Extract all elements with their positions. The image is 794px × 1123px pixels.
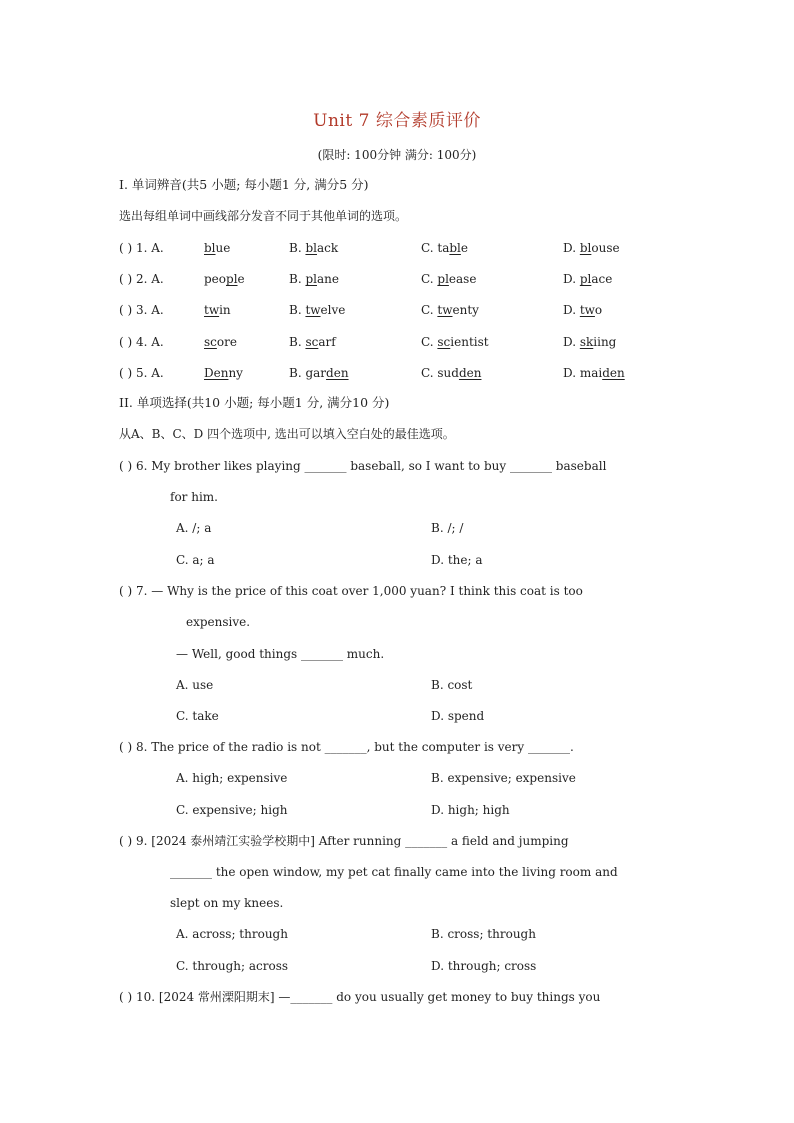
q5-option-c (421, 365, 481, 381)
q3-option-b (289, 302, 345, 318)
option-text: D. mai (563, 366, 603, 380)
underlined-letters: sc (437, 335, 451, 349)
q6-option-a: A. /; a (176, 521, 212, 535)
option-text: ouse (591, 241, 620, 255)
q9-stem-line1: ( ) 9. [2024 泰州靖江实验学校期中] After running _______ a field and jumping (119, 834, 569, 848)
option-text: elve (320, 303, 346, 317)
q8-stem-line1: ( ) 8. The price of the radio is not _______, but the computer is very _______. (119, 740, 574, 754)
option-text: peo (204, 272, 227, 286)
underlined-letters: tw (579, 303, 595, 317)
q7-stem-line2: expensive. (186, 615, 251, 629)
section1-instruction: 选出每组单词中画线部分发音不同于其他单词的选项。 (119, 209, 408, 223)
q6-stem-line2: for him. (170, 490, 218, 504)
underlined-letters: tw (437, 303, 453, 317)
underlined-letters: pl (579, 272, 592, 286)
q6-stem-line1: ( ) 6. My brother likes playing _______ baseball, so I want to buy _______ baseball (119, 459, 607, 473)
q4-option-c (421, 334, 489, 350)
q4-option-a (204, 334, 237, 350)
option-text: B. gar (289, 366, 327, 380)
q7-option-d: D. spend (431, 709, 485, 723)
q9-option-c: C. through; across (176, 959, 289, 973)
underlined-letters: sk (579, 335, 594, 349)
q5-option-d (563, 365, 625, 381)
option-text: C. ta (421, 241, 450, 255)
option-text: ore (216, 335, 237, 349)
option-text: D. (563, 272, 580, 286)
q10-stem-line1: ( ) 10. [2024 常州溧阳期末] —_______ do you usually get money to buy things you (119, 990, 601, 1004)
option-text: e (460, 241, 468, 255)
q6-option-d: D. the; a (431, 553, 483, 567)
underlined-letters: tw (204, 303, 220, 317)
q1-option-c (421, 240, 468, 256)
q8-option-a: A. high; expensive (176, 771, 288, 785)
option-text: ane (316, 272, 339, 286)
option-text: B. (289, 303, 306, 317)
q2-option-c (421, 271, 476, 287)
q1-option-b (289, 240, 338, 256)
page-title: Unit 7 综合素质评价 (313, 111, 481, 131)
q9-stem-line2: _______ the open window, my pet cat finally came into the living room and (170, 865, 618, 879)
option-text: B. (289, 335, 306, 349)
q1-option-d (563, 240, 620, 256)
option-text: ease (448, 272, 477, 286)
q5-option-b (289, 365, 349, 381)
underlined-letters: sc (305, 335, 319, 349)
q9-option-d: D. through; cross (431, 959, 537, 973)
q7-stem-line3: — Well, good things _______ much. (176, 647, 385, 661)
q7-option-c: C. take (176, 709, 219, 723)
q3-option-a (204, 302, 231, 318)
q4-option-d (563, 334, 616, 350)
underlined-letters: Den (204, 366, 229, 380)
option-text: C. (421, 303, 438, 317)
q7-option-a: A. use (176, 678, 214, 692)
q7-option-b: B. cost (431, 678, 473, 692)
q3-option-c (421, 302, 479, 318)
option-text: enty (452, 303, 479, 317)
option-text: ack (316, 241, 339, 255)
underlined-letters: den (326, 366, 349, 380)
option-text: ientist (450, 335, 489, 349)
q5-option-a (204, 365, 243, 381)
underlined-letters: bl (204, 241, 216, 255)
q3-number: ( ) 3. A. (119, 303, 164, 317)
option-text: in (219, 303, 231, 317)
option-text: o (594, 303, 603, 317)
q2-option-a (204, 271, 245, 287)
underlined-letters: pl (305, 272, 317, 286)
q7-stem-line1: ( ) 7. — Why is the price of this coat over 1,000 yuan? I think this coat is too (119, 584, 583, 598)
option-text: iing (593, 335, 617, 349)
underlined-letters: bl (305, 241, 317, 255)
underlined-letters: den (602, 366, 625, 380)
option-text: e (237, 272, 245, 286)
option-text: D. (563, 241, 580, 255)
underlined-letters: bl (579, 241, 592, 255)
option-text: B. (289, 272, 306, 286)
q8-option-d: D. high; high (431, 803, 510, 817)
option-text: ace (591, 272, 613, 286)
q8-option-c: C. expensive; high (176, 803, 288, 817)
underlined-letters: pl (437, 272, 449, 286)
section2-heading: II. 单项选择(共10 小题; 每小题1 分, 满分10 分) (119, 395, 390, 410)
option-text: C. (421, 335, 438, 349)
section2-instruction: 从A、B、C、D 四个选项中, 选出可以填入空白处的最佳选项。 (119, 427, 455, 441)
q2-option-b (289, 271, 339, 287)
option-text: C. sud (421, 366, 459, 380)
q4-number: ( ) 4. A. (119, 335, 164, 349)
option-text: arf (318, 335, 336, 349)
section1-heading: I. 单词辨音(共5 小题; 每小题1 分, 满分5 分) (119, 177, 369, 192)
underlined-letters: bl (449, 241, 461, 255)
option-text: C. (421, 272, 438, 286)
q3-option-d (563, 302, 602, 318)
q4-option-b (289, 334, 336, 350)
q9-stem-line3: slept on my knees. (170, 896, 284, 910)
page-subtitle: (限时: 100分钟 满分: 100分) (317, 148, 477, 162)
q1-option-a (204, 240, 230, 256)
q2-number: ( ) 2. A. (119, 272, 164, 286)
q1-number: ( ) 1. A. (119, 241, 164, 255)
option-text: ue (215, 241, 231, 255)
underlined-letters: sc (204, 335, 217, 349)
q9-option-a: A. across; through (176, 927, 288, 941)
option-text: ny (228, 366, 243, 380)
q6-option-c: C. a; a (176, 553, 215, 567)
q5-number: ( ) 5. A. (119, 366, 164, 380)
option-text: D. (563, 335, 580, 349)
q2-option-d (563, 271, 612, 287)
underlined-letters: pl (226, 272, 238, 286)
q6-option-b: B. /; / (431, 521, 464, 535)
q8-option-b: B. expensive; expensive (431, 771, 576, 785)
option-text: B. (289, 241, 306, 255)
q9-option-b: B. cross; through (431, 927, 536, 941)
option-text: D. (563, 303, 580, 317)
underlined-letters: tw (305, 303, 321, 317)
underlined-letters: den (458, 366, 482, 380)
